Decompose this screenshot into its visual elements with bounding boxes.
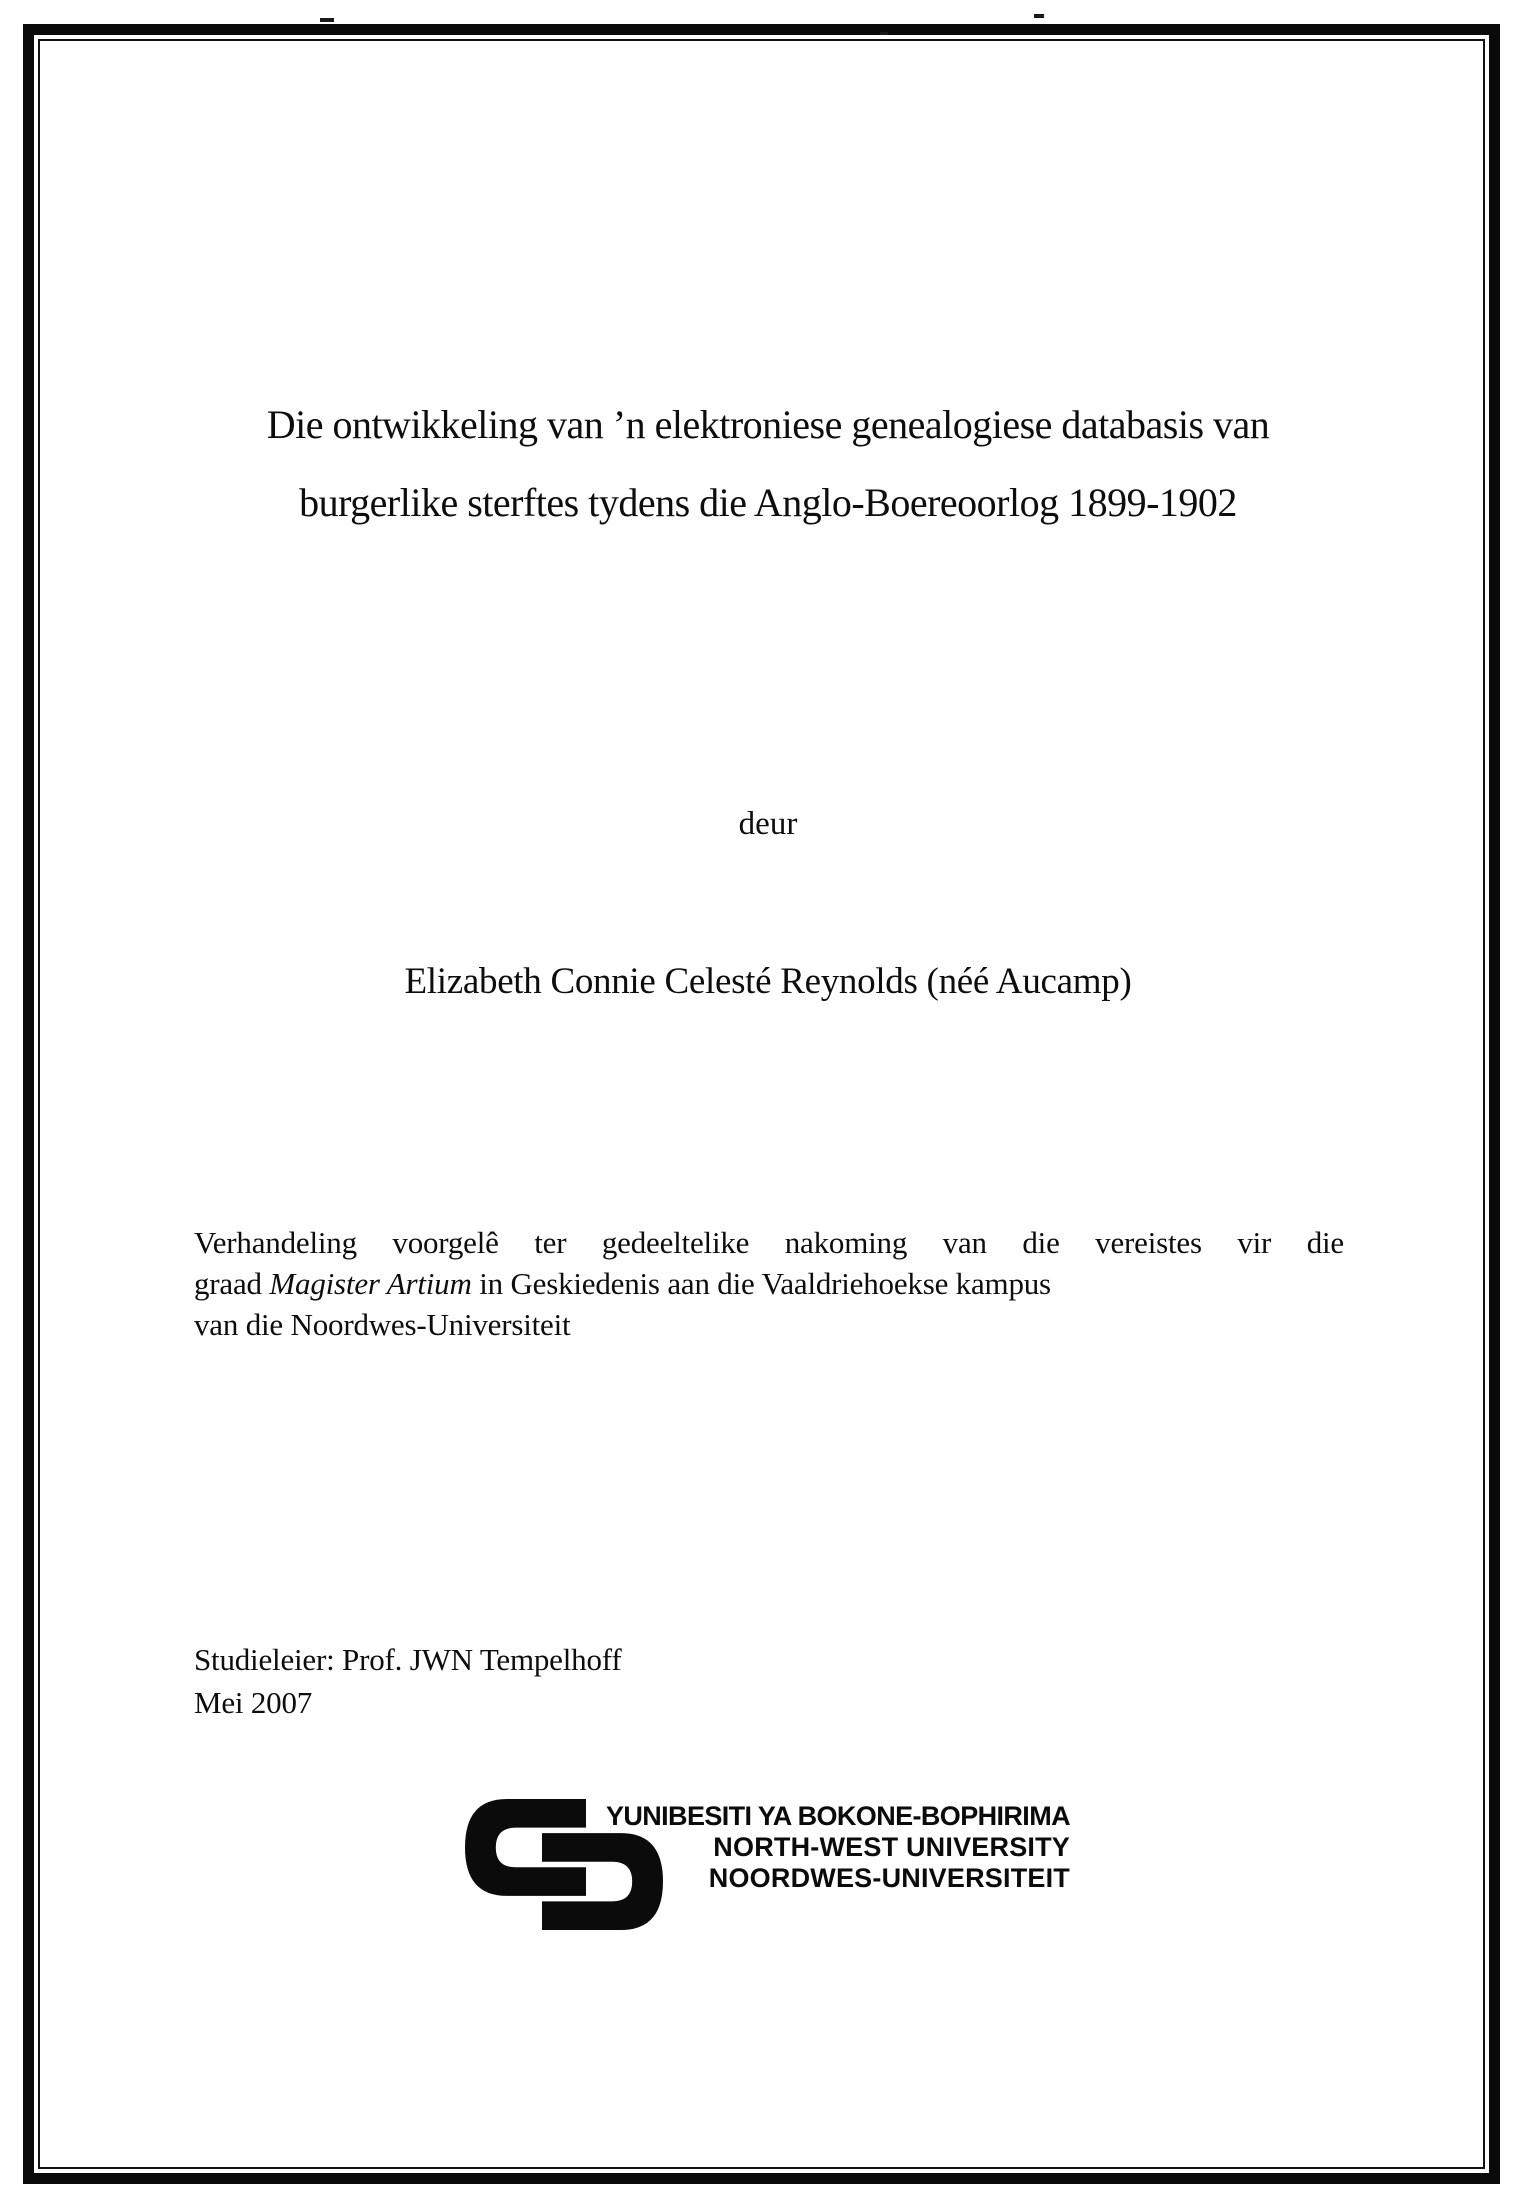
scan-speck	[1034, 14, 1044, 18]
logo-text-afrikaans: NOORDWES-UNIVERSITEIT	[708, 1863, 1070, 1893]
thesis-title-line1: Die ontwikkeling van ’n elektroniese genealogiese databasis van	[266, 402, 1270, 447]
degree-line2-pre: graad	[194, 1266, 270, 1301]
degree-statement-line3: van die Noordwes-Universiteit	[194, 1307, 571, 1342]
supervisor-line: Studieleier: Prof. JWN Tempelhoff	[194, 1642, 622, 1677]
degree-line2-post: in Geskiedenis aan die Vaaldriehoekse kampus	[471, 1266, 1051, 1301]
university-logo-text	[585, 1801, 1070, 1894]
thesis-title	[188, 386, 1348, 542]
university-logo	[465, 1797, 1085, 1932]
degree-statement-line1: Verhandeling voorgelê ter gedeeltelike nakoming van die vereistes vir die	[194, 1225, 1344, 1260]
byline: deur	[738, 806, 798, 842]
scan-speck	[880, 32, 888, 35]
thesis-title-line2: burgerlike sterftes tydens die Anglo-Boereoorlog 1899-1902	[299, 480, 1237, 525]
degree-statement-line2	[194, 1263, 1344, 1304]
degree-name-italic: Magister Artium	[269, 1266, 472, 1301]
logo-text-setswana: YUNIBESITI YA BOKONE-BOPHIRIMA	[605, 1801, 1070, 1831]
logo-text-english: NORTH-WEST UNIVERSITY	[713, 1832, 1070, 1862]
scan-speck	[320, 18, 334, 22]
date-line: Mei 2007	[194, 1685, 313, 1720]
supervisor-block	[194, 1638, 1094, 1724]
degree-statement	[194, 1222, 1344, 1345]
author-name: Elizabeth Connie Celesté Reynolds (néé Aucamp)	[404, 961, 1132, 1002]
